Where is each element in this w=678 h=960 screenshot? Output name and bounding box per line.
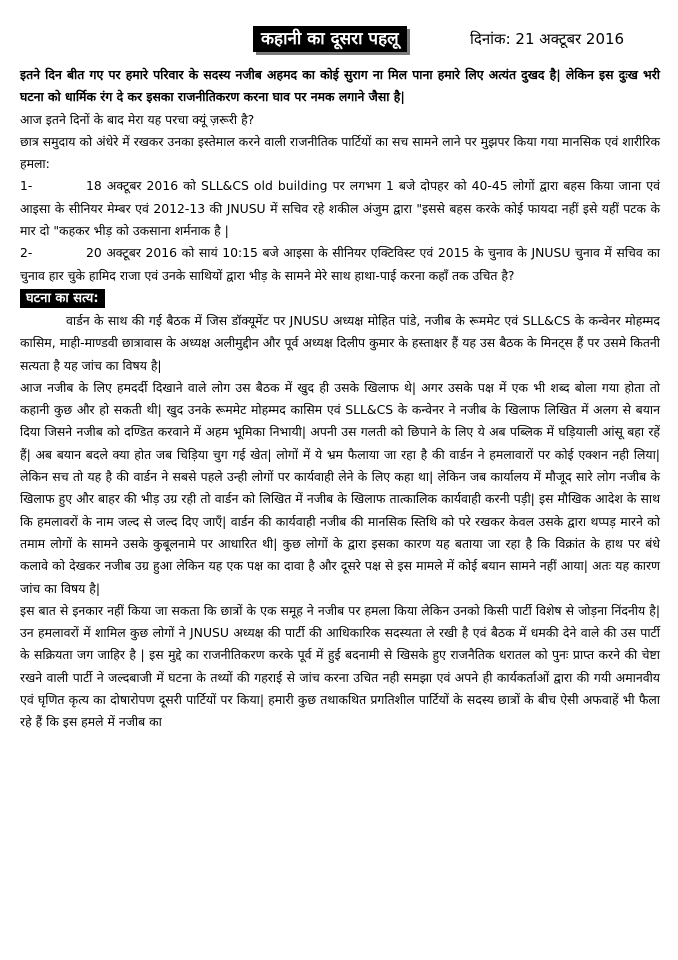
question-line: आज इतने दिनों के बाद मेरा यह परचा क्यूं ज़रूरी है? (20, 111, 255, 127)
point-item (20, 175, 660, 242)
intro-paragraph: इतने दिन बीत गए पर हमारे परिवार के सदस्य नजीब अहमद का कोई सुराग ना मिल पाना हमारे लिए अत्यंत दुखद है| लेकिन इस दुःख भरी घटना को धार्मिक रंग दे कर इसका राजनीतिकरण करना घाव पर नमक लगाने जैसा है| (20, 67, 660, 105)
body-paragraph: आज नजीब के लिए हमदर्दी दिखाने वाले लोग उस बैठक में खुद ही उसके खिलाफ थे| अगर उसके पक्ष में एक भी शब्द बोला गया होता तो कहानी कुछ और हो सकती थी| खुद उनके रूममेट मोहम्मद कासिम एवं SLL&CS के कन्वेनर ने नजीब के खिलाफ लिखित में अलग से बयान दिया जिसने नजीब को दण्डित करवाने में अहम भूमिका निभायी| अपनी उस गलती को छिपाने के लिए ये अब पब्लिक में घड़ियाली आंसू बहा रहें हैं| अब बयान बदले क्या होत जब चिड़िया चुग गई खेत| लोगों में ये भ्रम फैलाया जा रहा है की वार्डन ने हमलावारों पर कोई एक्शन नही लिया| लेकिन सच तो यह है की वार्डन ने सबसे पहले उन्ही लोगों पर कार्यवाही लेने के लिए कहा था| लेकिन जब कार्यालय में मौजूद सारे लोग नजीब के खिलाफ हुए और बाहर की भीड़ उग्र रही तो वार्डन को लिखित में नजीब के खिलाफ तात्कालिक कार्यवाही करनी पड़ी| इस मौखिक आदेश के साथ कि हमलावरों के नाम जल्द से जल्द दिए जाएँ| वार्डन की कार्यवाही नजीब की मानसिक स्तिथि को परे रखकर केवल उसके द्वारा थप्पड़ मारने को तमाम लोगों के सामने उसके कुबूलनामे पर आधारित थी| कुछ लोगों के द्वारा इसका कारण यह बताया जा रहा है कि विक्रांत के हाथ पर बंधे कलावे को देखकर नजीब उग्र हुआ लेकिन यह एक पक्ष का दावा है और दूसरे पक्ष से इस मामले में कोई बयान सामने नहीं आया| अतः यह कारण जांच का विषय है| (20, 379, 660, 596)
point-number: 1- (20, 178, 33, 194)
section-heading: घटना का सत्य: (20, 289, 105, 308)
date-label: दिनांक: 21 अक्टूबर 2016 (470, 30, 625, 48)
body-paragraph: वार्डन के साथ की गई बैठक में जिस डॉक्यूमेंट पर JNUSU अध्यक्ष मोहित पांडे, नजीब के रूममेट एवं SLL&CS के कन्वेनर मोहम्मद कासिम, माही-माण्डवी छात्रावास के अध्यक्ष अलीमुद्दीन और पूर्व अध्यक्ष दिलीप कुमार के हस्ताक्षर हैं यह उस बैठक के मिनट्स हैं पर उसमे कितनी सत्यता है यह जांच का विषय है| (20, 312, 660, 373)
point-item (20, 242, 660, 287)
page-title: कहानी का दूसरा पहलू (253, 26, 407, 52)
document-body (20, 64, 660, 734)
lead-paragraph: छात्र समुदाय को अंधेरे में रखकर उनका इस्तेमाल करने वाली राजनीतिक पार्टियों का सच सामने लाने पर मुझपर किया गया मानसिक एवं शारीरिक हमला: (20, 133, 660, 172)
body-paragraph: इस बात से इनकार नहीं किया जा सकता कि छात्रों के एक समूह ने नजीब पर हमला किया लेकिन उनको किसी पार्टी विशेष से जोड़ना निंदनीय है| उन हमलावरों में शामिल कुछ लोगों ने JNUSU अध्यक्ष की पार्टी की आधिकारिक सदस्यता ले रखी है एवं बैठक में धमकी देने वाले की उस पार्टी के सक्रियता जग जाहिर है | इस मुद्दे का राजनीतिकरण करके पूर्व में हुई बदनामी से खिसके हुए राजनैतिक धरातल को पुनः प्राप्त करने की चेष्टा रखने वाली पार्टी ने जल्दबाजी में घटना के तथ्यों की गहराई से जांच करना उचित नही समझा एवं अपने ही कार्यकर्ताओं द्वारा की गयी अमानवीय एवं घृणित कृत्य का दोषारोपण दूसरी पार्टियों पर किया| हमारी कुछ तथाकथित प्रगतिशील पार्टियों के सदस्य छात्रों के बीच ऐसी अफवाहें भी फैला रहे हैं कि इस हमले में नजीब का (20, 602, 660, 730)
point-text: 20 अक्टूबर 2016 को सायं 10:15 बजे आइसा के सीनियर एक्टिविस्ट एवं 2015 के चुनाव के JNUSU चुनाव में सचिव का चुनाव हार चुके हामिद राजा एवं उनके साथियों द्वारा भीड़ के सामने मेरे साथ हाथा-पाई करना कहाँ तक उचित है? (20, 245, 660, 283)
header (0, 26, 678, 60)
point-text: 18 अक्टूबर 2016 को SLL&CS old building पर लगभग 1 बजे दोपहर को 40-45 लोगों द्वारा बहस किया जाना एवं आइसा के सीनियर मेम्बर एवं 2012-13 की JNUSU में सचिव रहे शकील अंजुम द्वारा "इससे बहस करके कोई फायदा नहीं इसे यहीं पटक के मार दो "कहकर भीड़ को उकसाना शर्मनाक है | (20, 178, 660, 239)
point-number: 2- (20, 245, 33, 261)
